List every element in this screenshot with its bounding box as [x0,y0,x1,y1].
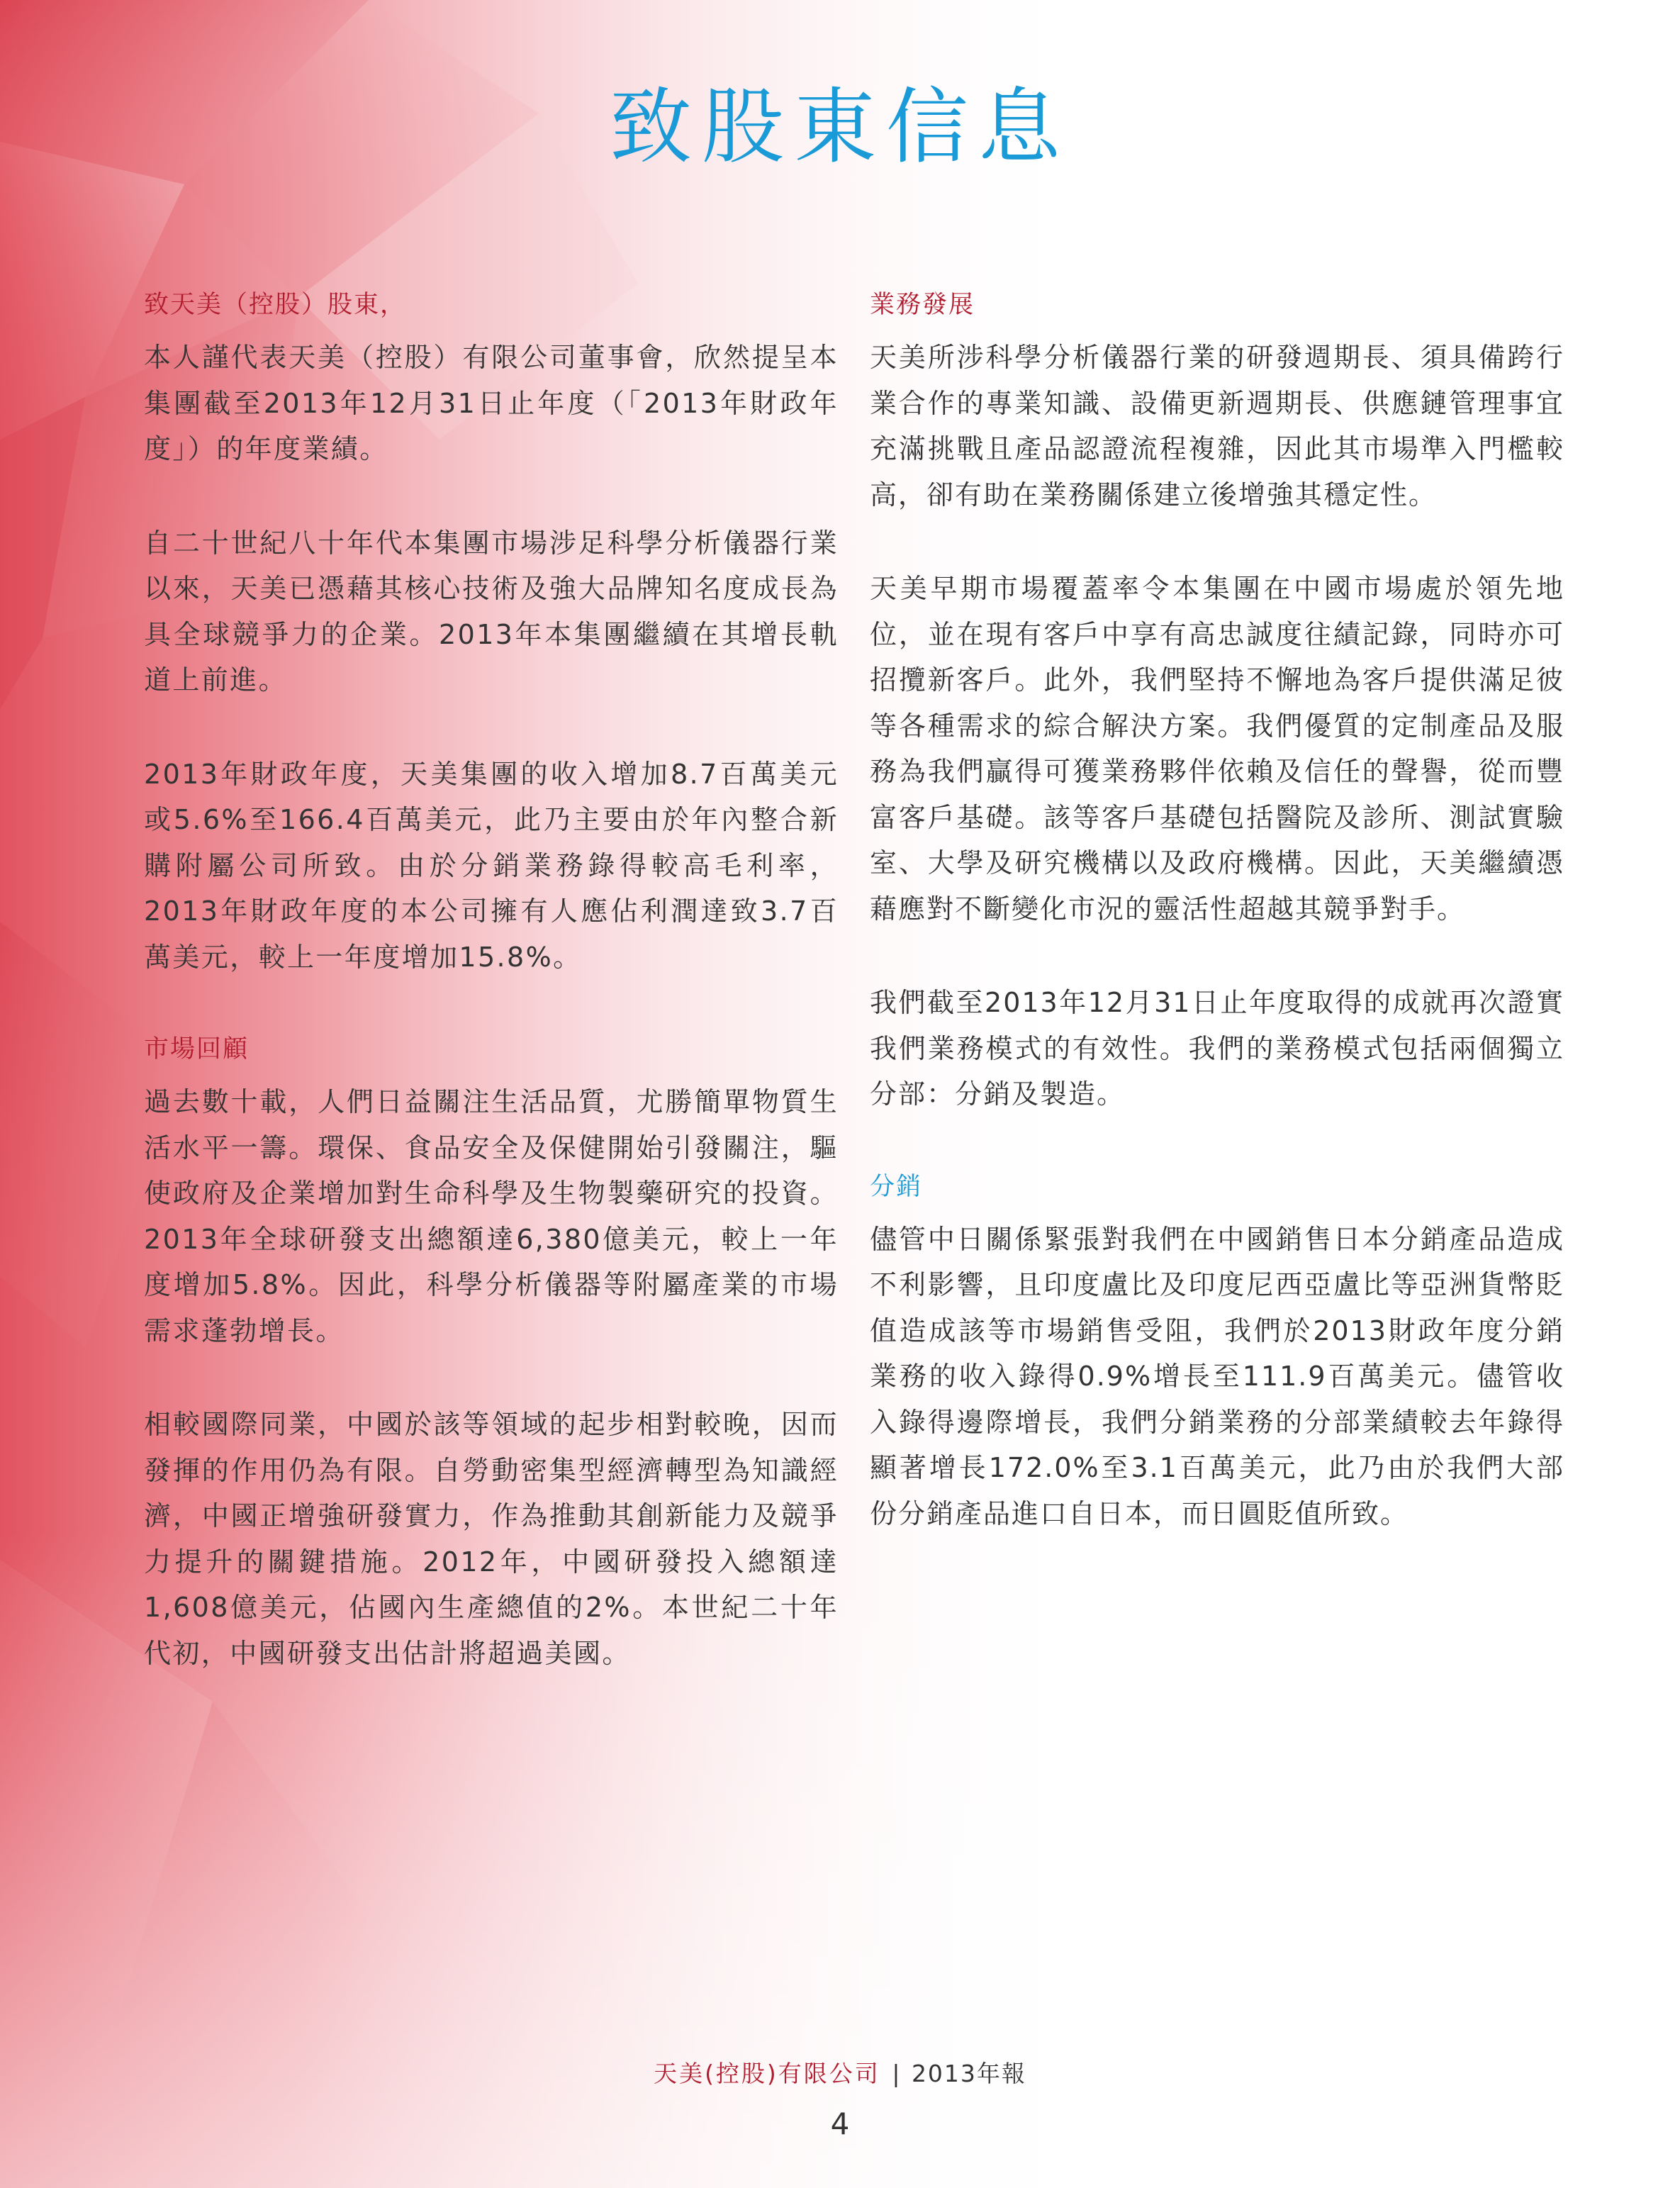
left-column [144,284,839,1724]
paragraph: 我們截至2013年12月31日止年度取得的成就再次證實我們業務模式的有效性。我們的業務模式包括兩個獨立分部：分銷及製造。 [870,987,1564,1110]
paragraph: 相較國際同業，中國於該等領域的起步相對較晚，因而發揮的作用仍為有限。自勞動密集型經濟轉型為知識經濟，中國正增強研發實力，作為推動其創新能力及競爭力提升的關鍵措施。2012年，中國研發投入總額達1,608億美元，佔國內生產總值的2%。本世紀二十年代初，中國研發支出估計將超過美國。 [144,1409,839,1669]
paragraph: 本人謹代表天美（控股）有限公司董事會，欣然提呈本集團截至2013年12月31日止年度（「2013年財政年度」）的年度業績。 [144,342,839,464]
paragraph: 天美所涉科學分析儀器行業的研發週期長、須具備跨行業合作的專業知識、設備更新週期長、供應鏈管理事宜充滿挑戰且產品認證流程複雜，因此其市場準入門檻較高，卻有助在業務關係建立後增強其穩定性。 [870,342,1564,510]
paragraph: 天美早期市場覆蓋率令本集團在中國市場處於領先地位，並在現有客戶中享有高忠誠度往績記錄，同時亦可招攬新客戶。此外，我們堅持不懈地為客戶提供滿足彼等各種需求的綜合解決方案。我們優質的定制產品及服務為我們贏得可獲業務夥伴依賴及信任的聲譽，從而豐富客戶基礎。該等客戶基礎包括醫院及診所、測試實驗室、大學及研究機構以及政府機構。因此，天美繼續憑藉應對不斷變化市況的靈活性超越其競爭對手。 [870,573,1564,925]
section-heading-market-review: 市場回顧 [144,1035,250,1064]
footer-company-name: 天美(控股)有限公司 [654,2060,880,2087]
paragraph: 自二十世紀八十年代本集團市場涉足科學分析儀器行業以來，天美已憑藉其核心技術及強大品牌知名度成長為具全球競爭力的企業。2013年本集團繼續在其增長軌道上前進。 [144,527,839,696]
salutation: 致天美（控股）股東， [144,291,407,319]
section-heading-distribution: 分銷 [870,1172,923,1201]
right-column [870,284,1564,1585]
section-heading-business-development: 業務發展 [870,291,975,319]
page-number: 4 [830,2106,850,2141]
footer [0,2056,1680,2092]
paragraph: 2013年財政年度，天美集團的收入增加8.7百萬美元或5.6%至166.4百萬美元，此乃主要由於年內整合新購附屬公司所致。由於分銷業務錄得較高毛利率，2013年財政年度的本公司擁有人應佔利潤達致3.7百萬美元，較上一年度增加15.8%。 [144,758,839,973]
page-title: 致股東信息 [610,79,1070,175]
paragraph: 儘管中日關係緊張對我們在中國銷售日本分銷產品造成不利影響，且印度盧比及印度尼西亞盧比等亞洲貨幣貶值造成該等市場銷售受阻，我們於2013財政年度分銷業務的收入錄得0.9%增長至111.9百萬美元。儘管收入錄得邊際增長，我們分銷業務的分部業績較去年錄得顯著增長172.0%至3.1百萬美元，此乃由於我們大部份分銷產品進口自日本，而日圓貶值所致。 [870,1223,1564,1529]
footer-report-label: 2013年報 [911,2060,1026,2087]
footer-separator: | [892,2060,900,2087]
paragraph: 過去數十載，人們日益關注生活品質，尤勝簡單物質生活水平一籌。環保、食品安全及保健開始引發關注，驅使政府及企業增加對生命科學及生物製藥研究的投資。2013年全球研發支出總額達6,380億美元，較上一年度增加5.8%。因此，科學分析儀器等附屬產業的市場需求蓬勃增長。 [144,1086,839,1346]
